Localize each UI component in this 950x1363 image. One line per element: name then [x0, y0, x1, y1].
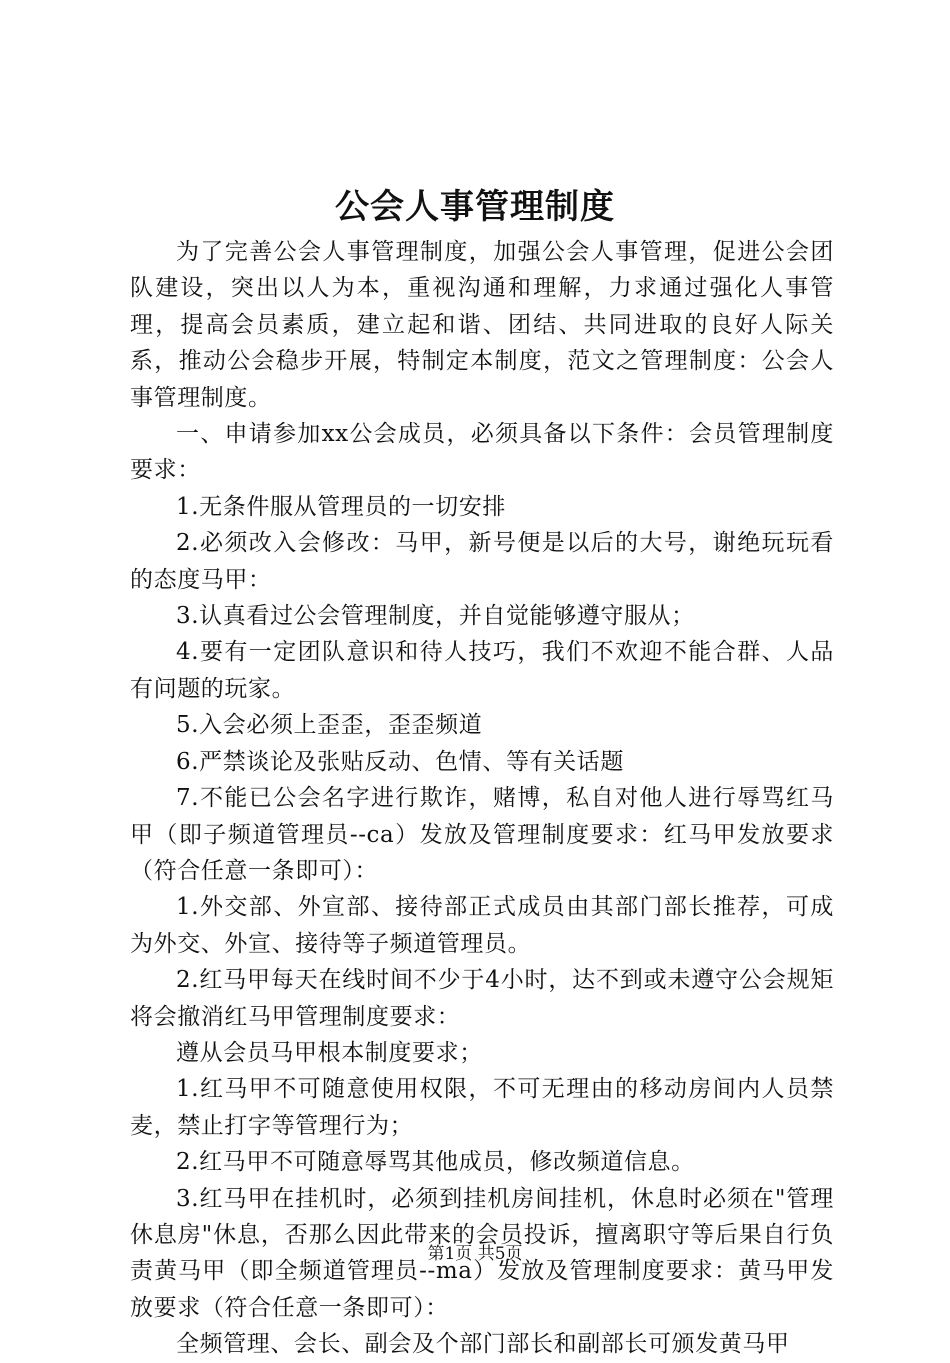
paragraph-item: 2.必须改入会修改：马甲，新号便是以后的大号，谢绝玩玩看的态度马甲：	[130, 530, 834, 593]
paragraph-item: 3.红马甲在挂机时，必须到挂机房间挂机，休息时必须在"管理休息房"休息，否那么因此带来的会员投诉，擅离职守等后果自行负责黄马甲（即全频道管理员--ma）发放及管理制度要求：黄马甲发放要求（符合任意一条即可）：	[130, 1185, 834, 1321]
paragraph-item: 1.红马甲不可随意使用权限，不可无理由的移动房间内人员禁麦，禁止打字等管理行为；	[130, 1076, 834, 1139]
document-title: 公会人事管理制度	[335, 187, 615, 227]
paragraph-item: 3.认真看过公会管理制度，并自觉能够遵守服从；	[176, 603, 695, 630]
paragraph-item: 1.无条件服从管理员的一切安排	[176, 493, 506, 520]
paragraph-intro: 为了完善公会人事管理制度，加强公会人事管理，促进公会团队建设，突出以人为本，重视沟通和理解，力求通过强化人事管理，提高会员素质，建立起和谐、团结、共同进取的良好人际关系，推动公会稳步开展，特制定本制度，范文之管理制度：公会人事管理制度。	[130, 239, 834, 411]
paragraph-item: 遵从会员马甲根本制度要求；	[176, 1039, 483, 1066]
paragraph-section-1-heading: 一、申请参加xx公会成员，必须具备以下条件：会员管理制度要求：	[130, 421, 834, 484]
document-body	[130, 234, 834, 1363]
paragraph-item: 2.红马甲不可随意辱骂其他成员，修改频道信息。	[176, 1149, 695, 1176]
paragraph-item: 7.不能已公会名字进行欺诈，赌博，私自对他人进行辱骂红马甲（即子频道管理员--ca）发放及管理制度要求：红马甲发放要求（符合任意一条即可）：	[130, 785, 834, 884]
paragraph-item: 4.要有一定团队意识和待人技巧，我们不欢迎不能合群、人品有问题的玩家。	[130, 639, 834, 702]
paragraph-item: 5.入会必须上歪歪，歪歪频道	[176, 712, 483, 739]
paragraph-item: 6.严禁谈论及张贴反动、色情、等有关话题	[176, 748, 624, 775]
paragraph-item: 1.外交部、外宣部、接待部正式成员由其部门部长推荐，可成为外交、外宣、接待等子频道管理员。	[130, 894, 834, 957]
page-number: 第1页 共5页	[427, 1244, 523, 1264]
paragraph-item: 全频管理、会长、副会及个部门部长和副部长可颁发黄马甲	[176, 1331, 790, 1358]
paragraph-item: 2.红马甲每天在线时间不少于4小时，达不到或未遵守公会规矩将会撤消红马甲管理制度要求：	[130, 967, 834, 1030]
